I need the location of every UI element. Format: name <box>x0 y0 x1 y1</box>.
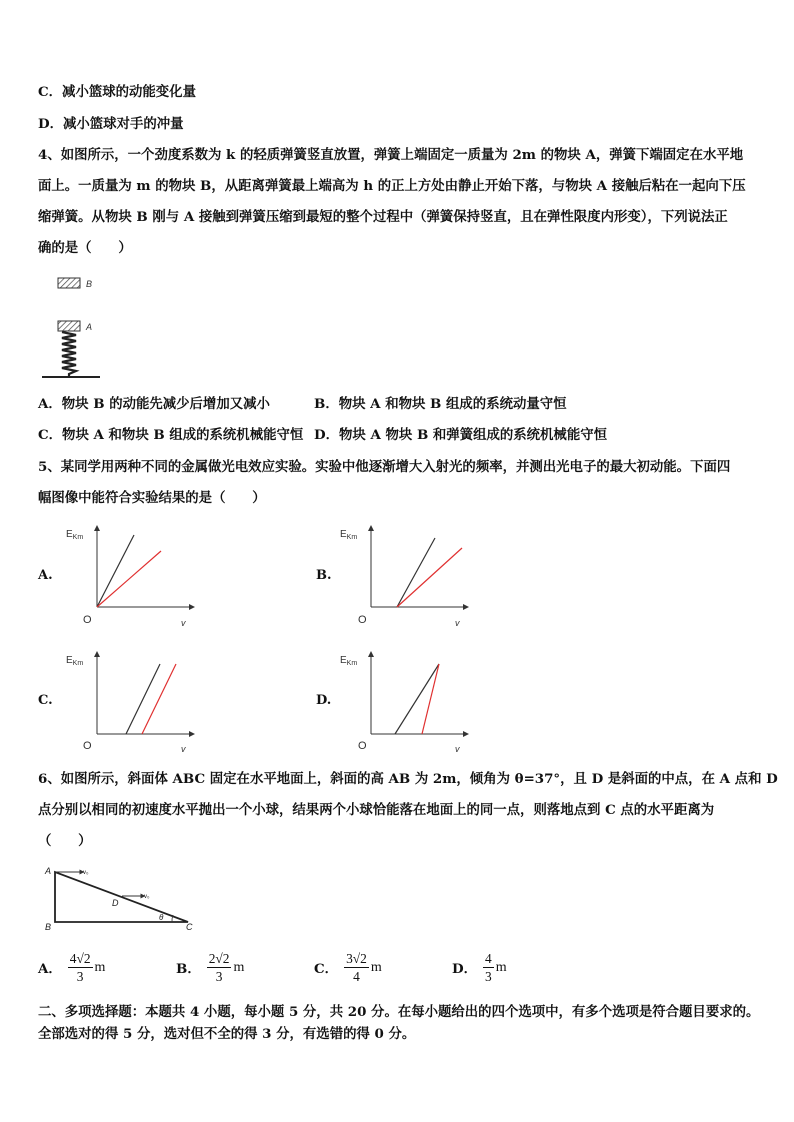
numerator: 2√2 <box>208 951 230 966</box>
option-letter: B． <box>176 961 201 977</box>
point-b-label: B <box>45 922 52 932</box>
metal-1-line <box>397 538 435 607</box>
q5-graph-d <box>338 648 478 758</box>
q5-stem-line-1: 5、某同学用两种不同的金属做光电效应实验。实验中他逐渐增大入射光的频率，并测出光电子的最大初动能。下面四 <box>38 459 731 475</box>
q6-option-b <box>176 950 244 985</box>
q6-option-c <box>314 950 382 985</box>
point-c-label: C <box>186 922 193 932</box>
metal-2-line <box>397 548 462 607</box>
x-axis-label: v <box>455 618 460 628</box>
q4-stem-line-1: 4、如图所示，一个劲度系数为 k 的轻质弹簧竖直放置，弹簧上端固定一质量为 2m 的物块 A，弹簧下端固定在水平地 <box>38 147 744 163</box>
metal-2-line <box>422 664 439 734</box>
origin-label: O <box>83 614 92 626</box>
q4-option-a: A．物块 B 的动能先减少后增加又减小 <box>38 396 270 412</box>
q5-graph-a <box>60 522 200 632</box>
option-letter: C． <box>314 961 339 977</box>
q6-option-d <box>452 950 507 985</box>
block-a <box>58 321 80 331</box>
y-axis-label: $E_{Km}$ <box>340 529 358 541</box>
fraction <box>344 950 369 985</box>
spring <box>62 332 76 376</box>
unit: m <box>370 959 382 975</box>
origin-label: O <box>358 614 367 626</box>
q4-stem-line-4: 确的是（ ） <box>38 240 132 256</box>
block-b <box>58 278 80 288</box>
q5-graph-b <box>338 522 478 632</box>
metal-2-line <box>97 551 161 607</box>
q6-stem-line-1: 6、如图所示，斜面体 ABC 固定在水平地面上，斜面的高 AB 为 2m，倾角为 θ=37°，且 D 是斜面的中点，在 A 点和 D <box>38 771 778 787</box>
q4-stem-line-2: 面上。一质量为 m 的物块 B，从距离弹簧最上端高为 h 的正上方处由静止开始下落，与物块 A 接触后粘在一起向下压 <box>38 178 746 194</box>
denominator: 4 <box>353 969 360 984</box>
block-b-label: B <box>86 279 93 289</box>
x-axis-label: v <box>181 618 186 628</box>
option-letter: D． <box>452 961 478 977</box>
q4-option-c: C．物块 A 和物块 B 组成的系统机械能守恒 <box>38 427 304 443</box>
metal-1-line <box>126 664 160 734</box>
numerator: 3√2 <box>346 951 367 966</box>
origin-label: O <box>358 740 367 752</box>
incline-abc <box>55 872 188 922</box>
section-2-line-2: 全部选对的得 5 分，选对但不全的得 3 分，有选错的得 0 分。 <box>38 1026 416 1042</box>
denominator: 3 <box>215 969 223 984</box>
numerator: 4 <box>485 951 492 966</box>
x-axis-label: v <box>455 744 460 754</box>
q5-graph-a-option: A. <box>38 568 53 583</box>
q4-stem-line-3: 缩弹簧。从物块 B 刚与 A 接触到弹簧压缩到最短的整个过程中（弹簧保持竖直，且在弹性限度内形变），下列说法正 <box>38 209 728 225</box>
fraction <box>207 950 232 985</box>
numerator: 4√2 <box>69 951 91 966</box>
denominator: 3 <box>76 969 84 984</box>
y-axis-label: $E_{Km}$ <box>66 529 84 541</box>
prev-option-d: D．减小篮球对手的冲量 <box>38 116 184 132</box>
y-axis-label: $E_{Km}$ <box>66 655 84 667</box>
q6-stem-line-2: 点分别以相同的初速度水平抛出一个小球，结果两个小球恰能落在地面上的同一点，则落地点到 C 点的水平距离为 <box>38 802 715 818</box>
v0-label-a: v₀ <box>83 870 89 876</box>
q6-stem-line-3: （ ） <box>38 833 92 849</box>
metal-2-line <box>142 664 176 734</box>
point-a-label: A <box>45 866 52 876</box>
unit: m <box>233 959 245 975</box>
metal-1-line <box>395 664 439 734</box>
q4-option-d: D．物块 A 物块 B 和弹簧组成的系统机械能守恒 <box>314 427 607 443</box>
block-a-label: A <box>86 322 93 332</box>
unit: m <box>495 959 507 975</box>
fraction <box>483 950 494 985</box>
q5-stem-line-2: 幅图像中能符合实验结果的是（ ） <box>38 490 266 506</box>
q5-graph-c-option: C. <box>38 693 53 708</box>
v0-label-d: v₀ <box>144 894 150 900</box>
unit: m <box>94 959 106 975</box>
fraction <box>68 950 93 985</box>
origin-label: O <box>83 740 92 752</box>
q6-incline-figure <box>40 862 200 932</box>
x-axis-label: v <box>181 744 186 754</box>
theta-label: θ <box>159 913 164 922</box>
q6-option-a <box>38 950 105 985</box>
q4-option-b: B．物块 A 和物块 B 组成的系统动量守恒 <box>314 396 567 412</box>
q5-graph-b-option: B. <box>316 568 332 583</box>
section-2-line-1: 二、多项选择题：本题共 4 小题，每小题 5 分，共 20 分。在每小题给出的四个选项中，有多个选项是符合题目要求的。 <box>38 1004 760 1020</box>
denominator: 3 <box>485 969 492 984</box>
q5-graph-c <box>60 648 200 758</box>
option-letter: A． <box>38 961 62 977</box>
q4-spring-figure <box>38 270 108 385</box>
y-axis-label: $E_{Km}$ <box>340 655 358 667</box>
prev-option-c: C．减小篮球的动能变化量 <box>38 84 196 100</box>
metal-1-line <box>97 535 134 607</box>
q5-graph-d-option: D. <box>316 693 332 708</box>
point-d-label: D <box>112 898 119 908</box>
